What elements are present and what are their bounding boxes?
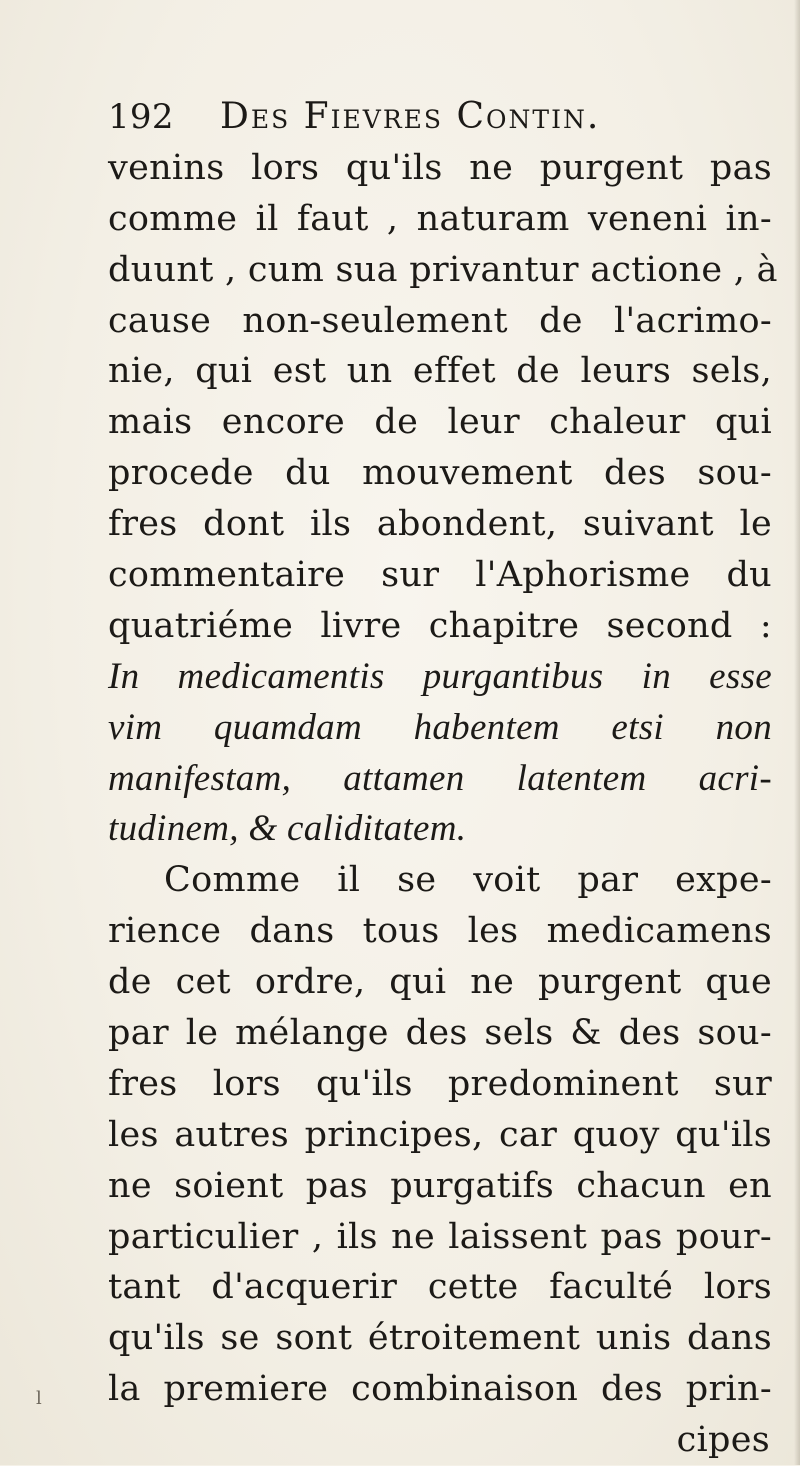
page-header	[108, 92, 772, 143]
text-line: nie, qui est un effet de leurs sels,	[108, 351, 772, 392]
running-head: Des Fievres Contin.	[220, 96, 601, 137]
catchword: cipes	[676, 1420, 770, 1461]
text-line: procede du mouvement des sou-	[108, 453, 772, 494]
text-line: comme il faut , naturam veneni in-	[108, 198, 772, 239]
text-line: cause non-seulement de l'acrimo-	[108, 300, 772, 341]
text-line: fres lors qu'ils predominent sur	[108, 1063, 772, 1104]
text-line: qu'ils se sont étroitement unis dans	[108, 1318, 772, 1359]
paragraph-start-line: Comme il se voit par expe-	[164, 860, 772, 901]
margin-mark: l	[36, 1388, 42, 1409]
text-line: les autres principes, car quoy qu'ils	[108, 1114, 772, 1155]
text-line: la premiere combinaison des prin-	[108, 1369, 772, 1410]
text-line: duunt , cum sua privantur actione , à	[108, 249, 778, 290]
text-line: rience dans tous les medicamens	[108, 911, 772, 952]
text-line: mais encore de leur chaleur qui	[108, 402, 772, 443]
text-line: particulier , ils ne laissent pas pour-	[108, 1216, 772, 1257]
latin-quote-line: vim quamdam habentem etsi non	[108, 706, 772, 748]
latin-quote-line: tudinem, & caliditatem.	[108, 808, 467, 850]
text-line: tant d'acquerir cette faculté lors	[108, 1267, 772, 1308]
text-line: venins lors qu'ils ne purgent pas	[108, 147, 772, 188]
latin-quote-line: In medicamentis purgantibus in esse	[108, 655, 772, 697]
latin-quote-line: manifestam, attamen latentem acri-	[108, 757, 772, 799]
text-line: quatriéme livre chapitre second :	[108, 605, 772, 646]
page-edge-shadow	[794, 0, 800, 1465]
page-text	[108, 92, 778, 1466]
text-line: de cet ordre, qui ne purgent que	[108, 962, 772, 1003]
page-number: 192	[108, 97, 174, 137]
text-line: fres dont ils abondent, suivant le	[108, 504, 772, 545]
text-line: par le mélange des sels & des sou-	[108, 1013, 772, 1054]
text-line: commentaire sur l'Aphorisme du	[108, 555, 772, 596]
text-line: ne soient pas purgatifs chacun en	[108, 1165, 772, 1206]
